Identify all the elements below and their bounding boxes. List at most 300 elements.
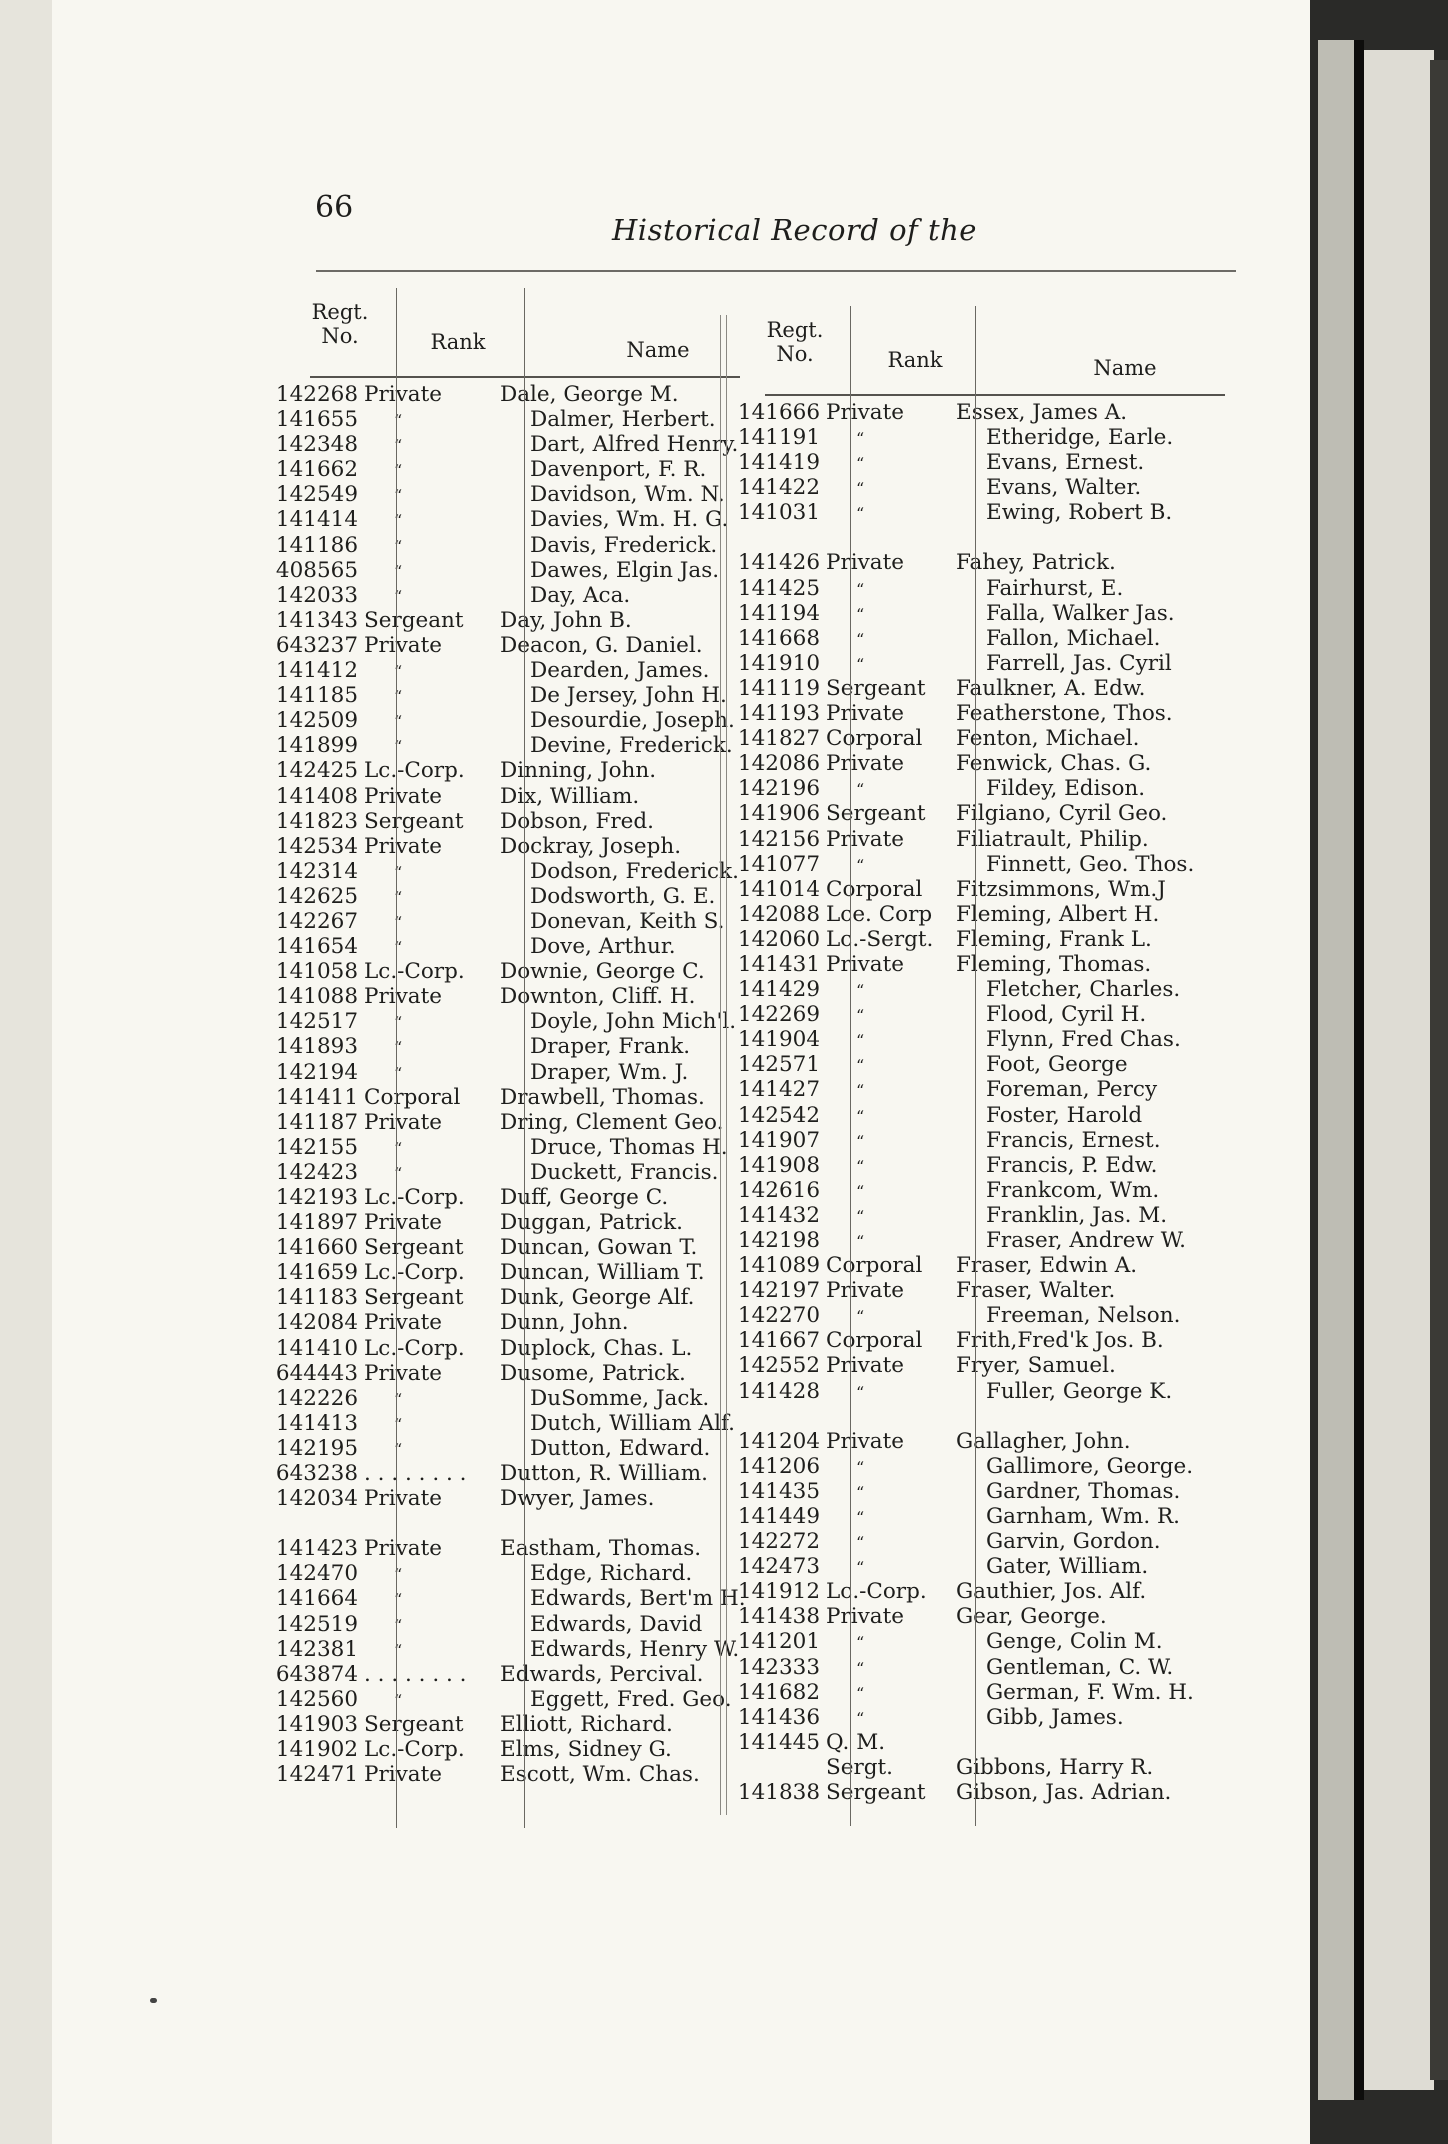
rank-cell: Private xyxy=(826,400,904,425)
rank-cell: “ xyxy=(394,1389,403,1409)
regt-number: 142034 xyxy=(275,1486,358,1512)
soldier-name: Fleming, Albert H. xyxy=(956,901,1160,927)
list-item xyxy=(735,1278,1235,1303)
rank-cell: “ xyxy=(856,1633,865,1653)
regt-number: 141119 xyxy=(737,675,820,701)
soldier-name: Duckett, Francis. xyxy=(530,1159,719,1185)
regt-number: 141426 xyxy=(737,550,820,576)
soldier-name: Gibbons, Harry R. xyxy=(956,1754,1154,1780)
soldier-name: Davenport, F. R. xyxy=(530,457,707,483)
regt-number: 142552 xyxy=(737,1353,820,1379)
regt-number: 142060 xyxy=(737,926,820,952)
regt-number: 141655 xyxy=(275,407,358,433)
regt-number: 141902 xyxy=(275,1736,358,1762)
soldier-name: Fleming, Frank L. xyxy=(956,926,1152,952)
list-item xyxy=(735,425,1235,450)
list-item xyxy=(735,1178,1235,1203)
soldier-name: Falla, Walker Jas. xyxy=(986,600,1175,626)
soldier-name: Edwards, Percival. xyxy=(500,1661,704,1687)
list-item xyxy=(735,1153,1235,1178)
soldier-name: Downie, George C. xyxy=(500,959,705,985)
regt-number: 141435 xyxy=(737,1478,820,1504)
section-gap xyxy=(268,1511,758,1536)
list-item xyxy=(735,1730,1235,1755)
rank-cell: Sergeant xyxy=(826,675,926,701)
regt-number: 408565 xyxy=(275,557,358,583)
regt-number: 142198 xyxy=(737,1228,820,1253)
list-item xyxy=(268,507,758,532)
regt-number: 141436 xyxy=(737,1704,820,1730)
entry-list xyxy=(268,382,758,1787)
list-item xyxy=(268,1737,758,1762)
rank-cell: Sergeant xyxy=(364,1235,464,1261)
soldier-name: Farrell, Jas. Cyril xyxy=(986,650,1172,676)
list-item xyxy=(735,1504,1235,1529)
rank-cell: “ xyxy=(856,1658,865,1678)
soldier-name: Draper, Frank. xyxy=(530,1034,691,1060)
regt-number: 141423 xyxy=(275,1536,358,1562)
soldier-name: Davis, Frederick. xyxy=(530,532,718,558)
soldier-name: Desourdie, Joseph. xyxy=(530,708,735,734)
list-item xyxy=(735,1554,1235,1579)
soldier-name: Duncan, Gowan T. xyxy=(500,1235,698,1261)
soldier-name: Gardner, Thomas. xyxy=(986,1478,1181,1504)
soldier-name: Dutch, William Alf. xyxy=(530,1410,735,1436)
list-item xyxy=(268,1110,758,1135)
regt-number: 141429 xyxy=(737,977,820,1003)
regt-number: 141413 xyxy=(275,1410,358,1436)
regt-number: 142156 xyxy=(737,826,820,852)
scan-speck xyxy=(150,1998,157,2003)
soldier-name: Elms, Sidney G. xyxy=(500,1736,672,1762)
list-item xyxy=(735,651,1235,676)
list-item xyxy=(268,859,758,884)
regt-number: 141089 xyxy=(737,1253,820,1279)
name-header: Name xyxy=(1093,356,1157,380)
soldier-name: Dale, George M. xyxy=(500,382,679,407)
list-item xyxy=(735,1253,1235,1278)
rank-cell: Corporal xyxy=(826,726,923,752)
rank-cell: Corporal xyxy=(364,1084,461,1110)
regt-number: 141660 xyxy=(275,1235,358,1261)
list-item xyxy=(735,550,1235,575)
rank-cell: Sergeant xyxy=(826,1779,926,1805)
regt-number: 142542 xyxy=(737,1102,820,1128)
rank-cell: “ xyxy=(856,479,865,499)
list-item xyxy=(268,1235,758,1260)
regt-number: 141408 xyxy=(275,783,358,809)
soldier-name: Dix, William. xyxy=(500,783,640,809)
rank-cell: Lc.-Corp. xyxy=(364,1185,465,1210)
list-item xyxy=(268,784,758,809)
soldier-name: Foot, George xyxy=(986,1052,1128,1078)
list-item xyxy=(268,934,758,959)
list-item xyxy=(268,1712,758,1737)
regt-number: 142086 xyxy=(737,751,820,777)
regt-number: 141906 xyxy=(737,801,820,827)
list-item xyxy=(268,1336,758,1361)
list-item xyxy=(268,558,758,583)
regt-number: 141186 xyxy=(275,532,358,558)
regt-number: 142471 xyxy=(275,1762,358,1788)
soldier-name: Dodsworth, G. E. xyxy=(530,883,716,909)
regt-number: 141904 xyxy=(737,1027,820,1053)
column-divider xyxy=(850,306,851,1826)
soldier-name: Dart, Alfred Henry. xyxy=(530,432,739,458)
regt-number: 142195 xyxy=(275,1435,358,1461)
regt-number: 142473 xyxy=(737,1554,820,1580)
regt-number: 142194 xyxy=(275,1059,358,1085)
soldier-name: Ewing, Robert B. xyxy=(986,500,1173,526)
rank-cell: “ xyxy=(394,1038,403,1058)
soldier-name: Gibb, James. xyxy=(986,1704,1124,1730)
list-item xyxy=(735,977,1235,1002)
regt-number: 141427 xyxy=(737,1077,820,1103)
soldier-name: Devine, Frederick. xyxy=(530,733,733,759)
list-item xyxy=(268,407,758,432)
column-header xyxy=(268,282,758,382)
regt-number: 142314 xyxy=(275,858,358,884)
rank-cell: Private xyxy=(364,1486,442,1512)
soldier-name: Gater, William. xyxy=(986,1554,1149,1580)
list-item xyxy=(268,733,758,758)
rank-cell: “ xyxy=(856,1307,865,1327)
regt-number: 142560 xyxy=(275,1686,358,1712)
list-item xyxy=(735,475,1235,500)
regt-number: 142088 xyxy=(737,901,820,927)
rank-cell: “ xyxy=(856,981,865,1001)
regt-number: 142423 xyxy=(275,1159,358,1185)
regt-number: 141194 xyxy=(737,600,820,626)
name-header: Name xyxy=(626,338,690,362)
rank-cell: “ xyxy=(856,654,865,674)
regt-number: 643237 xyxy=(275,632,358,658)
list-item xyxy=(735,1579,1235,1604)
soldier-name: Dockray, Joseph. xyxy=(500,833,682,859)
regt-number: 141187 xyxy=(275,1109,358,1135)
scan-border xyxy=(1430,60,1448,2080)
list-item xyxy=(735,1780,1235,1805)
list-item xyxy=(735,801,1235,826)
list-item xyxy=(268,482,758,507)
soldier-name: Fleming, Thomas. xyxy=(956,951,1152,977)
rank-cell: Private xyxy=(826,1604,904,1630)
rank-cell: “ xyxy=(394,887,403,907)
rank-cell: “ xyxy=(856,604,865,624)
rank-cell: “ xyxy=(856,629,865,649)
list-item xyxy=(268,834,758,859)
regt-number: 141664 xyxy=(275,1586,358,1612)
soldier-name: Gentleman, C. W. xyxy=(986,1654,1174,1680)
soldier-name: Duplock, Chas. L. xyxy=(500,1335,693,1361)
soldier-name: Gallagher, John. xyxy=(956,1428,1131,1454)
regt-number: 141422 xyxy=(737,475,820,501)
rank-cell: “ xyxy=(856,1457,865,1477)
soldier-name: Gauthier, Jos. Alf. xyxy=(956,1579,1147,1605)
list-item xyxy=(268,1586,758,1611)
regt-number: 141193 xyxy=(737,701,820,727)
list-item xyxy=(268,1361,758,1386)
soldier-name: Fildey, Edison. xyxy=(986,776,1146,802)
soldier-name: Donevan, Keith S. xyxy=(530,908,725,934)
rank-cell: Sergeant xyxy=(364,808,464,834)
soldier-name: Eastham, Thomas. xyxy=(500,1536,702,1562)
rank-cell: “ xyxy=(394,1013,403,1033)
soldier-name: Duggan, Patrick. xyxy=(500,1210,683,1236)
rank-cell: Lc.-Corp. xyxy=(364,1260,465,1286)
regt-number: 141666 xyxy=(737,400,820,425)
regt-number: 141425 xyxy=(737,575,820,601)
soldier-name: Dutton, R. William. xyxy=(500,1461,708,1487)
list-item xyxy=(735,1002,1235,1027)
regt-header-line1: Regt. xyxy=(311,300,369,324)
list-item xyxy=(268,1411,758,1436)
regt-number: 142272 xyxy=(737,1529,820,1555)
soldier-name: Drawbell, Thomas. xyxy=(500,1084,705,1110)
rank-cell: “ xyxy=(394,662,403,682)
soldier-name: Filiatrault, Philip. xyxy=(956,826,1149,852)
regt-number: 142549 xyxy=(275,482,358,508)
regt-number: 141659 xyxy=(275,1260,358,1286)
regt-number: 142193 xyxy=(275,1185,358,1210)
soldier-name: Fenton, Michael. xyxy=(956,726,1140,752)
soldier-name: Gallimore, George. xyxy=(986,1453,1194,1479)
soldier-name: Dove, Arthur. xyxy=(530,934,676,960)
list-item xyxy=(735,1328,1235,1353)
rank-cell: Private xyxy=(826,1428,904,1454)
soldier-name: Day, John B. xyxy=(500,607,632,633)
regt-number: 141897 xyxy=(275,1210,358,1236)
right-column xyxy=(735,300,1235,1805)
rank-cell: “ xyxy=(394,737,403,757)
rank-cell: “ xyxy=(856,1232,865,1251)
soldier-name: Davies, Wm. H. G. xyxy=(530,507,729,533)
list-item xyxy=(735,450,1235,475)
rank-cell: “ xyxy=(856,454,865,474)
regt-number: 141412 xyxy=(275,658,358,684)
list-item xyxy=(735,726,1235,751)
rank-cell: “ xyxy=(394,938,403,958)
page-number: 66 xyxy=(315,190,354,225)
soldier-name: Dearden, James. xyxy=(530,658,710,684)
soldier-name: Edwards, Bert'm H. xyxy=(530,1586,746,1612)
soldier-name: Davidson, Wm. N. xyxy=(530,482,725,508)
rank-cell: “ xyxy=(394,912,403,932)
soldier-name: Flynn, Fred Chas. xyxy=(986,1027,1181,1053)
list-item xyxy=(735,1353,1235,1378)
rank-cell: “ xyxy=(394,1138,403,1158)
regt-number: 643874 xyxy=(275,1661,358,1687)
soldier-name: Genge, Colin M. xyxy=(986,1629,1163,1655)
list-item xyxy=(735,576,1235,601)
soldier-name: Fuller, George K. xyxy=(986,1378,1173,1404)
list-item xyxy=(268,1386,758,1411)
regt-number: 142033 xyxy=(275,582,358,608)
regt-header-line1: Regt. xyxy=(766,318,824,342)
rank-cell: Sergeant xyxy=(364,607,464,633)
rank-cell: Private xyxy=(826,951,904,977)
rank-cell: Q. M. xyxy=(826,1729,886,1755)
soldier-name: Deacon, G. Daniel. xyxy=(500,632,703,658)
list-item xyxy=(268,633,758,658)
list-item xyxy=(735,1228,1235,1253)
regt-number: 142268 xyxy=(275,382,358,407)
regt-number: 142625 xyxy=(275,883,358,909)
regt-number: 644443 xyxy=(275,1360,358,1386)
list-item xyxy=(268,432,758,457)
regt-number: 141343 xyxy=(275,607,358,633)
soldier-name: Freeman, Nelson. xyxy=(986,1303,1181,1329)
rank-cell: “ xyxy=(394,436,403,456)
list-item xyxy=(268,1310,758,1335)
soldier-name: Eggett, Fred. Geo. xyxy=(530,1686,732,1712)
rank-cell: Private xyxy=(826,550,904,576)
rank-cell: “ xyxy=(394,586,403,606)
soldier-name: Dawes, Elgin Jas. xyxy=(530,557,720,583)
rank-cell: Private xyxy=(364,1360,442,1386)
column-divider xyxy=(524,288,525,1828)
soldier-name: Fraser, Walter. xyxy=(956,1278,1116,1304)
soldier-name: Dunn, John. xyxy=(500,1310,629,1336)
soldier-name: Escott, Wm. Chas. xyxy=(500,1762,700,1788)
rank-cell: Lc.-Corp. xyxy=(826,1579,927,1605)
soldier-name: Edwards, David xyxy=(530,1611,703,1637)
list-item xyxy=(268,1687,758,1712)
soldier-name: Dalmer, Herbert. xyxy=(530,407,716,433)
regt-number: 141191 xyxy=(737,425,820,451)
list-item xyxy=(735,676,1235,701)
rank-cell: “ xyxy=(856,1206,865,1226)
list-item xyxy=(268,708,758,733)
rank-cell: Sergeant xyxy=(826,801,926,827)
list-item xyxy=(735,1052,1235,1077)
soldier-name: Fletcher, Charles. xyxy=(986,977,1181,1003)
list-item xyxy=(735,852,1235,877)
header-underline xyxy=(765,394,1225,396)
list-item xyxy=(735,626,1235,651)
soldier-name: Garnham, Wm. R. xyxy=(986,1503,1181,1529)
list-item xyxy=(268,658,758,683)
entry-list xyxy=(735,400,1235,1805)
rank-cell: “ xyxy=(394,1414,403,1434)
list-item xyxy=(735,1077,1235,1102)
soldier-name: Edwards, Henry W. xyxy=(530,1636,740,1662)
list-item xyxy=(268,1160,758,1185)
list-item xyxy=(735,1529,1235,1554)
regt-number: 141419 xyxy=(737,450,820,476)
list-item xyxy=(268,382,758,407)
list-item xyxy=(268,1260,758,1285)
list-item xyxy=(735,701,1235,726)
regt-number: 141431 xyxy=(737,951,820,977)
list-item xyxy=(735,902,1235,927)
rank-cell: “ xyxy=(394,1565,403,1585)
regt-number: 141899 xyxy=(275,733,358,759)
header-underline xyxy=(310,376,740,378)
soldier-name: Day, Aca. xyxy=(530,582,631,608)
soldier-name: Elliott, Richard. xyxy=(500,1711,673,1737)
list-item xyxy=(735,751,1235,776)
soldier-name: Garvin, Gordon. xyxy=(986,1529,1161,1555)
soldier-name: De Jersey, John H. xyxy=(530,683,727,709)
list-item xyxy=(268,1135,758,1160)
rank-cell: “ xyxy=(394,411,403,431)
rank-cell: “ xyxy=(394,486,403,506)
rank-cell: Lc.-Corp. xyxy=(364,1736,465,1762)
list-item xyxy=(268,1034,758,1059)
regt-number: 141432 xyxy=(737,1202,820,1228)
adjacent-page xyxy=(1364,50,1434,2090)
rank-cell: Lc.-Corp. xyxy=(364,1335,465,1361)
section-gap xyxy=(735,525,1235,550)
soldier-name: Frith,Fred'k Jos. B. xyxy=(956,1328,1164,1354)
rank-cell: “ xyxy=(394,1590,403,1610)
soldier-name: German, F. Wm. H. xyxy=(986,1679,1194,1705)
list-item xyxy=(735,1128,1235,1153)
list-item xyxy=(268,1009,758,1034)
rank-cell: “ xyxy=(856,1081,865,1101)
soldier-name: Flood, Cyril H. xyxy=(986,1002,1147,1028)
rank-cell: “ xyxy=(856,1156,865,1176)
rank-cell: “ xyxy=(394,536,403,556)
regt-number: 142267 xyxy=(275,908,358,934)
rank-cell: Lc.-Sergt. xyxy=(826,926,934,952)
rank-cell: Sergeant xyxy=(364,1711,464,1737)
list-item xyxy=(268,533,758,558)
adjacent-page-edge xyxy=(1318,40,1354,2100)
soldier-name: Essex, James A. xyxy=(956,400,1128,425)
regt-header-line2: No. xyxy=(776,342,814,366)
running-title: Historical Record of the xyxy=(612,213,977,247)
list-item xyxy=(268,1561,758,1586)
regt-header-line2: No. xyxy=(321,324,359,348)
regt-number: 142616 xyxy=(737,1177,820,1203)
regt-number: 141449 xyxy=(737,1503,820,1529)
regt-number: 142517 xyxy=(275,1009,358,1035)
rank-cell: Private xyxy=(364,1536,442,1562)
list-item xyxy=(735,1103,1235,1128)
regt-number: 142381 xyxy=(275,1636,358,1662)
rank-cell: Sergeant xyxy=(364,1285,464,1311)
rank-cell: Private xyxy=(826,751,904,777)
regt-number: 142425 xyxy=(275,758,358,784)
list-item xyxy=(735,1479,1235,1504)
rank-cell: Private xyxy=(826,1278,904,1304)
regt-number: 141438 xyxy=(737,1604,820,1630)
rank-cell: “ xyxy=(856,1006,865,1026)
soldier-name: Duncan, William T. xyxy=(500,1260,705,1286)
list-item xyxy=(735,400,1235,425)
list-item xyxy=(735,1379,1235,1404)
regt-number: 142519 xyxy=(275,1611,358,1637)
soldier-name: Gear, George. xyxy=(956,1604,1107,1630)
rank-cell: Private xyxy=(826,701,904,727)
regt-number: 141183 xyxy=(275,1285,358,1311)
soldier-name: Evans, Ernest. xyxy=(986,450,1145,476)
rank-cell: “ xyxy=(856,1482,865,1502)
regt-number: 142333 xyxy=(737,1654,820,1680)
soldier-name: Finnett, Geo. Thos. xyxy=(986,851,1195,877)
regt-number: 142196 xyxy=(737,776,820,802)
list-item xyxy=(268,1536,758,1561)
list-item xyxy=(735,1680,1235,1705)
list-item xyxy=(268,1436,758,1461)
soldier-name: Edge, Richard. xyxy=(530,1561,693,1587)
rank-cell: “ xyxy=(856,1106,865,1126)
soldier-name: Fryer, Samuel. xyxy=(956,1353,1116,1379)
rank-cell: Private xyxy=(826,826,904,852)
soldier-name: Fitzsimmons, Wm.J xyxy=(956,876,1166,902)
